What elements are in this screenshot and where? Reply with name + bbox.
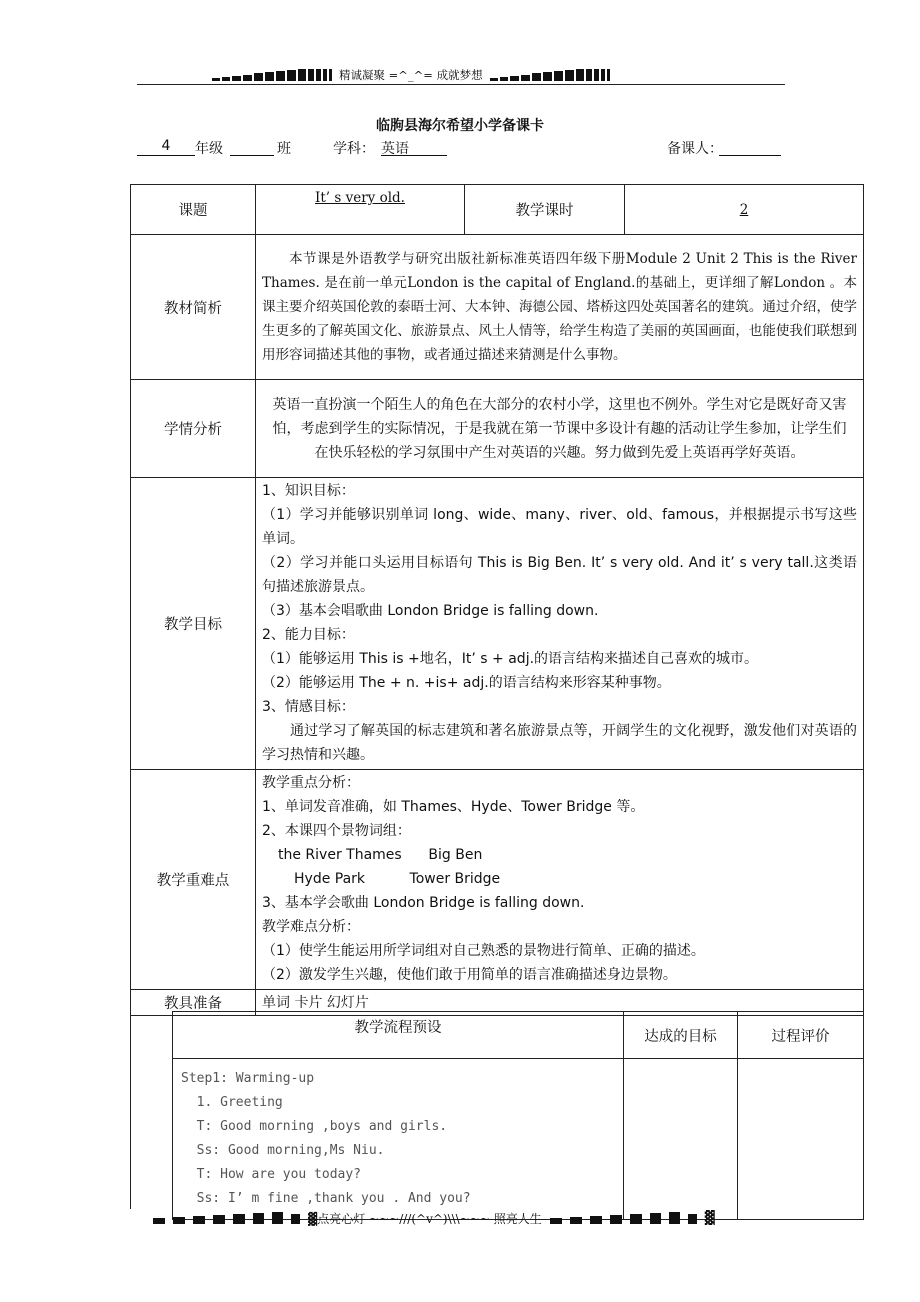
keypoints-label: 教学重难点 bbox=[131, 770, 256, 990]
keypoint-line: 3、基本学会歌曲 London Bridge is falling down. bbox=[262, 895, 585, 911]
hours-label: 教学课时 bbox=[465, 185, 625, 235]
header-bars-right bbox=[490, 69, 610, 81]
keypoint-line: the River Thames Big Ben bbox=[278, 847, 483, 863]
keypoint-line: 2、本课四个景物词组： bbox=[262, 823, 411, 839]
keypoint-line: 1、单词发音准确，如 Thames、Hyde、Tower Bridge 等。 bbox=[262, 799, 645, 815]
goal-line: （2）学习并能口头运用目标语句 This is Big Ben. It’ s very old. And it’ s very tall.这类语句描述旅游景点。 bbox=[262, 555, 857, 595]
step-line: 1. Greeting bbox=[181, 1095, 283, 1110]
goals-label: 教学目标 bbox=[131, 478, 256, 770]
goal-line: （2）能够运用 The + n. +is+ adj.的语言结构来形容某种事物。 bbox=[262, 675, 671, 691]
subject-value: 英语 bbox=[381, 138, 447, 156]
tools-label: 教具准备 bbox=[131, 990, 256, 1016]
students-text: 英语一直扮演一个陌生人的角色在大部分的农村小学，这里也不例外。学生对它是既好奇又害怕，考虑到学生的实际情况，于是我就在第一节课中多设计有趣的活动让学生参加，让学生们在快乐轻松的学习氛围中产生对英语的兴趣。努力做到先爱上英语再学好英语。 bbox=[256, 380, 864, 478]
header-text: 精诚凝聚 =^_^= 成就梦想 bbox=[339, 68, 483, 82]
class-label: 班 bbox=[277, 141, 291, 157]
tools-value: 单词 卡片 幻灯片 bbox=[256, 990, 864, 1016]
footer-squares-left bbox=[153, 1212, 308, 1224]
flow-head-goal: 达成的目标 bbox=[624, 1012, 738, 1059]
grade-label: 年级 bbox=[195, 141, 223, 157]
lesson-table bbox=[130, 184, 864, 1016]
step-line: Ss: I’ m fine ,thank you . And you? bbox=[181, 1191, 471, 1206]
goal-line: （3）基本会唱歌曲 London Bridge is falling down. bbox=[262, 603, 599, 619]
footer-end-mark: ▓ bbox=[704, 1210, 715, 1226]
document-title: 临朐县海尔希望小学备课卡 bbox=[376, 118, 544, 134]
flow-goal-cell bbox=[624, 1059, 738, 1220]
flow-head-eval: 过程评价 bbox=[738, 1012, 864, 1059]
page-footer bbox=[153, 1209, 715, 1227]
info-line bbox=[137, 138, 797, 160]
topic-value bbox=[256, 185, 465, 235]
header-divider bbox=[137, 84, 785, 85]
keypoints-content bbox=[256, 770, 864, 990]
keypoint-line: （2）激发学生兴趣，使他们敢于用简单的语言准确描述身边景物。 bbox=[262, 967, 677, 983]
goals-content bbox=[256, 478, 864, 770]
goal-line: 1、知识目标： bbox=[262, 483, 355, 499]
goal-line: 通过学习了解英国的标志建筑和著名旅游景点等，开阔学生的文化视野，激发他们对英语的学习热情和兴趣。 bbox=[262, 723, 857, 763]
keypoint-line: Hyde Park Tower Bridge bbox=[294, 871, 501, 887]
goal-line: 3、情感目标： bbox=[262, 699, 355, 715]
step-line: T: How are you today? bbox=[181, 1167, 362, 1182]
students-label: 学情分析 bbox=[131, 380, 256, 478]
footer-squares-right bbox=[550, 1212, 705, 1224]
material-label: 教材简析 bbox=[131, 235, 256, 380]
flow-steps bbox=[173, 1059, 624, 1220]
step-line: T: Good morning ,boys and girls. bbox=[181, 1119, 448, 1134]
grade-value: 4 bbox=[137, 138, 195, 156]
goal-line: （1）能够运用 This is +地名，It’ s + adj.的语言结构来描述自己喜欢的城市。 bbox=[262, 651, 759, 667]
step-line: Ss: Good morning,Ms Niu. bbox=[181, 1143, 385, 1158]
flow-left-margin bbox=[130, 1011, 173, 1209]
flow-table bbox=[172, 1011, 864, 1220]
keypoint-line: 教学重点分析： bbox=[262, 775, 360, 791]
material-text: 本节课是外语教学与研究出版社新标准英语四年级下册Module 2 Unit 2 This is the River Thames. 是在前一单元London is the capital of England.的基础上，更详细了解London 。本课主要介绍英国伦敦的泰晤士河、大本钟、海德公园、塔桥这四处英国著名的建筑。通过介绍，使学生更多的了解英国文化、旅游景点、风土人情等，给学生构造了美丽的英国画面，也能使我们联想到用形容词描述其他的事物，或者通过描述来猜测是什么事物。 bbox=[256, 235, 864, 380]
hours-text: 2 bbox=[739, 201, 749, 218]
keypoint-line: 教学难点分析： bbox=[262, 919, 360, 935]
teacher-blank bbox=[719, 138, 781, 156]
subject-label: 学科： bbox=[333, 141, 375, 157]
keypoint-line: （1）使学生能运用所学词组对自己熟悉的景物进行简单、正确的描述。 bbox=[262, 943, 705, 959]
header-bars-left bbox=[212, 69, 332, 81]
step-line: Step1: Warming-up bbox=[181, 1071, 315, 1086]
goal-line: （1）学习并能够识别单词 long、wide、many、river、old、famous，并根据提示书写这些单词。 bbox=[262, 507, 857, 547]
class-blank bbox=[230, 138, 274, 156]
topic-text: It’ s very old. bbox=[315, 190, 405, 206]
footer-text: ▓点亮心灯 ~~~///(^v^)\\\~~~ 照亮人生 bbox=[308, 1211, 542, 1226]
flow-head-process: 教学流程预设 bbox=[173, 1012, 624, 1059]
teacher-label: 备课人： bbox=[667, 141, 723, 157]
hours-value bbox=[625, 185, 864, 235]
page-header bbox=[212, 66, 712, 84]
topic-label: 课题 bbox=[131, 185, 256, 235]
flow-eval-cell bbox=[738, 1059, 864, 1220]
goal-line: 2、能力目标： bbox=[262, 627, 355, 643]
